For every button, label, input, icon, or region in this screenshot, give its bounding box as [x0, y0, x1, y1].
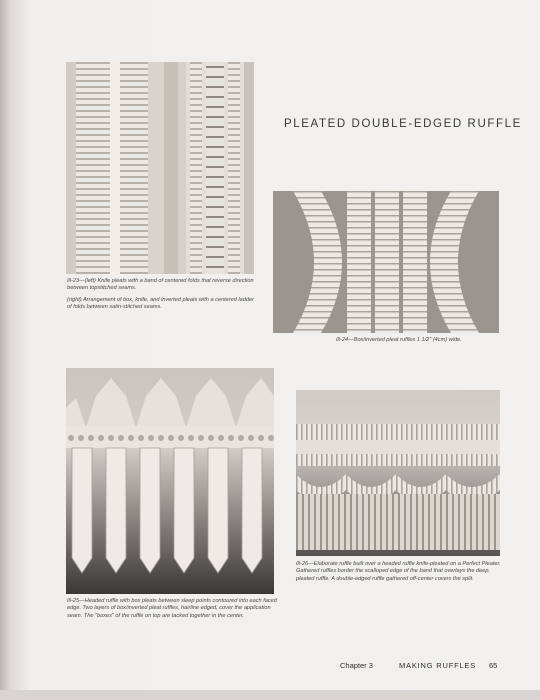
figure-25-photo [66, 368, 274, 594]
figure-23-caption-left: Ill-23—(left) Knife pleats with a band of centered folds that reverse direction between topstitched seams. [67, 278, 254, 292]
footer-chapter-title: MAKING RUFFLES [399, 661, 477, 670]
figure-25-caption: Ill-25—Headed ruffle with box pleats between sleep points contoured into each faced edge. Two layers of box/inverted pleat ruffles, hairline edged, cover the application seam. The "boxes" of the ruffle on top are tacked together in the center. [67, 598, 277, 619]
figure-23-caption-right: (right) Arrangement of box, knife, and inverted pleats with a centered ladder of folds between satin-stitched seams. [67, 297, 254, 311]
page-number: 65 [489, 661, 498, 670]
footer-chapter: Chapter 3 [340, 661, 373, 670]
book-spine [0, 0, 10, 700]
figure-24-caption: Ill-24—Box/inverted pleat ruffles 1 1/2" (4cm) wide. [336, 337, 462, 343]
section-title: PLEATED DOUBLE-EDGED RUFFLE [284, 118, 522, 130]
figure-26-photo [296, 390, 500, 556]
figure-26-caption: Ill-26—Elaborate ruffle built over a headed ruffle knife-pleated on a Perfect Pleater. Gathered ruffles border the scalloped edge of the band that overlays the deep, pleated ruffle. A double-edged ruffle gathered off-center covers the split. [296, 561, 501, 582]
figure-23-photo [66, 62, 254, 274]
page-bottom-edge [0, 690, 540, 700]
figure-24-photo [273, 191, 499, 333]
